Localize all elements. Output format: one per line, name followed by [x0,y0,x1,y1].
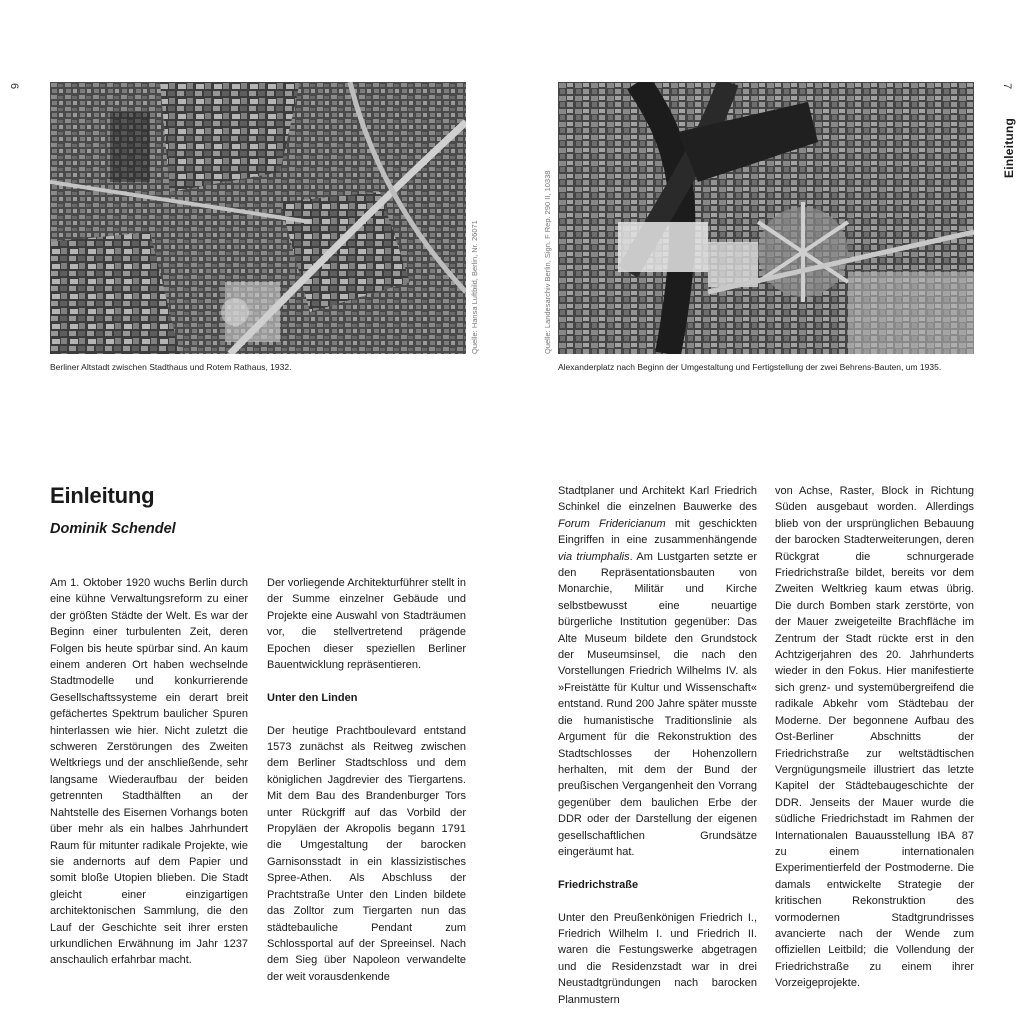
author-name: Dominik Schendel [50,521,176,537]
caption-right: Alexanderplatz nach Beginn der Umgestaltung und Fertigstellung der zwei Behrens-Bauten, um 1935. [558,362,942,372]
paragraph-unter-den-linden: Der heutige Prachtboulevard entstand 1573 zunächst als Reitweg zwischen dem Berliner Stadtschloss und dem königlichen Jagdrevier des Tiergartens. Mit dem Bau des Brandenburger Tors unter Rückgriff auf das Vorbild der Propyläen der Akropolis begann 1791 die Umgestaltung der barocken Garnisonsstadt in ein klassizistisches Spree-Athen. Als Abschluss der Prachtstraße Unter den Linden bildete das Zolltor zum Tiergarten nun das städtebauliche Pendant zum Schlossportal auf der Spreeinsel. Nach dem Sieg über Napoleon verwandelte der weit vorausdenkende [267,724,466,983]
text-column-2 [267,575,466,985]
photo-berliner-altstadt [50,82,466,354]
photo-credit-right: Quelle: Landesarchiv Berlin, Sign. F Rep. 290 II, 10338 [543,170,552,354]
page-number-left: 6 [8,82,21,90]
running-heading-right: Einleitung [1002,118,1016,178]
page-number-right: 7 [1001,82,1014,90]
text-column-3 [558,483,757,1008]
photo-alexanderplatz [558,82,974,354]
aerial-photo-altstadt [50,82,466,354]
aerial-photo-alexanderplatz [558,82,974,354]
chapter-title: Einleitung [50,483,155,508]
paragraph-friedrichstrasse-cont: von Achse, Raster, Block in Richtung Süden ausgebaut worden. Allerdings blieb von der ursprünglichen Bebauung der barocken Stadterweiterungen, deren Rückgrat die schnurgerade Friedrichstraße bildet, bereits vor dem Zweiten Weltkrieg kaum etwas übrig. Die durch Bomben stark zerstörte, von der Mauer zweigeteilte Brachfläche im Zentrum der Stadt rückte erst in den Achtzigerjahren des 20. Jahrhunderts wieder in den Fokus. Hier manifestierte sich grenz- und systemübergreifend die radikale Abkehr vom Städtebau der Moderne. Der begonnene Aufbau des Ost-Berliner Abschnitts der Friedrichstraße zur weltstädtischen Vergnügungsmeile illustriert das letzte Kapitel der Städtebaugeschichte der DDR. Jenseits der Mauer wurde die südliche Friedrichstadt im Rahmen der Internationalen Bauausstellung IBA 87 zu einem internationalen Experimentierfeld der Postmoderne. Die damals entwickelte Strategie der kritischen Rekonstruktion des vormodernen Stadtgrundrisses avancierte nach der Wende zum offiziellen Leitbild; die Vollendung der Friedrichstraße zu einem ihrer Vorzeigeprojekte. [775,485,974,990]
caption-left: Berliner Altstadt zwischen Stadthaus und Rotem Rathaus, 1932. [50,362,292,372]
section-heading-friedrichstrasse: Friedrichstraße [558,878,639,891]
photo-credit-left: Quelle: Hansa Luftbild, Berlin, Nr. 26071 [470,220,479,354]
section-heading-unter-den-linden: Unter den Linden [267,691,358,704]
paragraph-guide-intro: Der vorliegende Architekturführer stellt in der Summe einzelner Gebäude und Projekte eine Auswahl von Stadträumen vor, die stellvertretend prägende Epochen dieser speziellen Berliner Bauentwicklung repräsentieren. [267,577,466,672]
text-column-1 [50,575,248,969]
paragraph-friedrichstrasse: Unter den Preußenkönigen Friedrich I., Friedrich Wilhelm I. und Friedrich II. waren die Festungswerke abgetragen und die Residenzstadt war in drei Neustadtgründungen nach barocken Planmustern [558,911,757,1006]
paragraph-schinkel: Stadtplaner und Architekt Karl Friedrich Schinkel die einzelnen Bauwerke des Forum Fridericianum mit geschickten Eingriffen in eine zusammenhängende via triumphalis. Am Lustgarten setzte er den Repräsentationsbauten von Monarchie, Militär und Kirche selbstbewusst eine neuartige bürgerliche Institution gegenüber: Das Alte Museum bildete den Grundstock der Museumsinsel, die nach den Vorstellungen Friedrich Wilhelms IV. als »Freistätte für Kultur und Wissenschaft« entstand. Rund 200 Jahre später musste die humanistische Traditionslinie als Argument für die Rekonstruktion des Stadtschlosses der Hohenzollern herhalten, mit dem der Bund der preußischen Vergangenheit den Vorrang gegenüber dem baulichen Erbe der DDR oder der Darstellung der eigenen gesellschaftlichen Grundsätze eingeräumt hat. [558,485,757,858]
text-column-4 [775,483,974,992]
paragraph-intro: Am 1. Oktober 1920 wuchs Berlin durch eine kühne Verwaltungsreform zu einer der größten Städte der Welt. Es war der Beginn einer turbulenten Zeit, deren Folgen bis heute spürbar sind. An kaum einem anderen Ort haben wechselnde Stadtmodelle und konkurrierende Gesellschaftssysteme ein derart breit gefächertes Spektrum baulicher Spuren hinterlassen wie hier. Nicht zuletzt die schweren Zerstörungen des Zweiten Weltkriegs und der anschließende, sehr langsame Wiederaufbau der beiden getrennten Stadthälften an der Nahtstelle des Eisernen Vorhangs boten über mehr als ein halbes Jahrhundert Raum für mitunter radikale Projekte, wie sie andernorts auf dem Papier und somit bloße Utopien blieben. Die Stadt gleicht einer einzigartigen architektonischen Sammlung, die den Lauf der Geschichte seit ihrer ersten urkundlichen Erwähnung im Jahr 1237 anschaulich erfahrbar macht. [50,577,248,967]
